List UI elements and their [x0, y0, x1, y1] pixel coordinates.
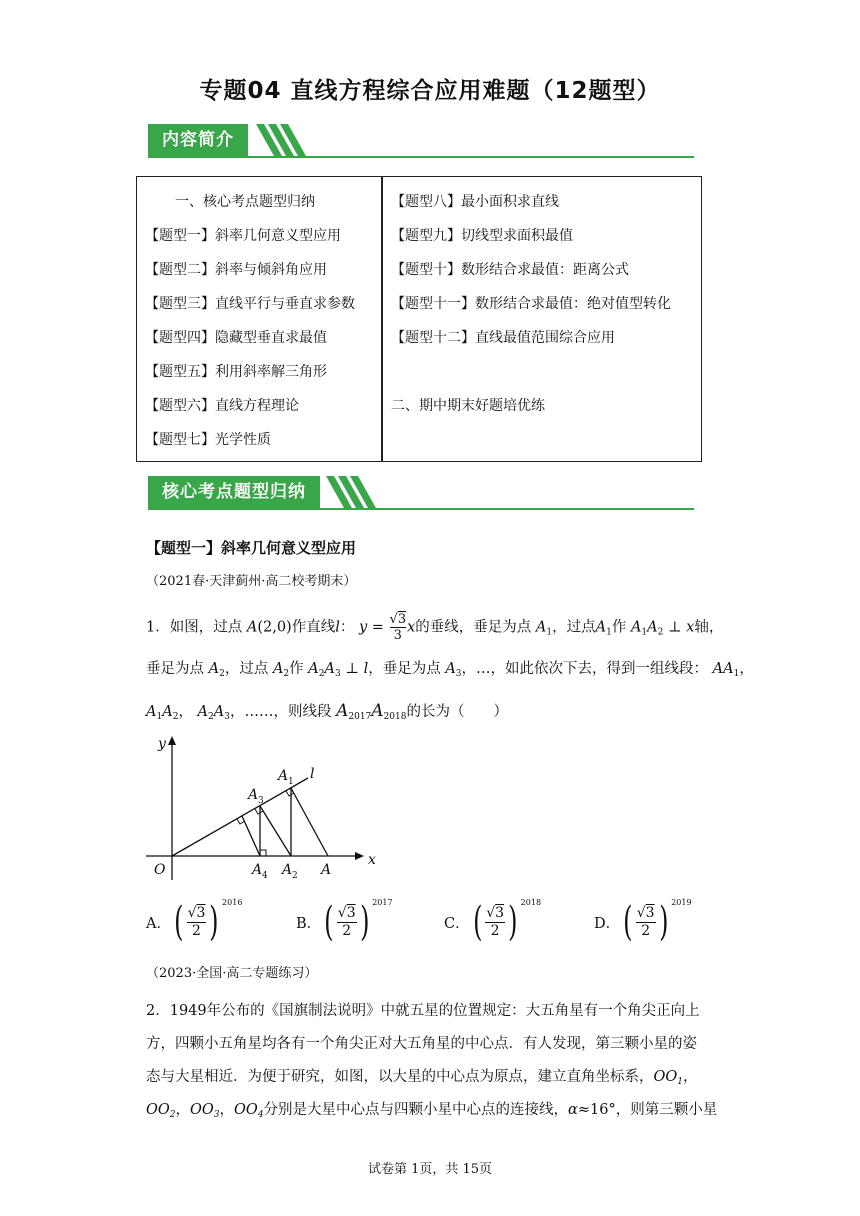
- toc-left-item: 【题型二】斜率与倾斜角应用: [145, 262, 327, 278]
- text: 的垂线，垂足为点: [415, 619, 532, 636]
- text: 作: [611, 619, 627, 636]
- question-1-figure: [140, 732, 380, 882]
- angle-symbol: α: [568, 1102, 578, 1118]
- subscript: 2017: [348, 712, 372, 722]
- line-label: l: [335, 619, 340, 636]
- left-paren: (: [623, 899, 633, 945]
- question-2-line-3: [146, 1068, 698, 1091]
- text: 作直线: [291, 619, 336, 636]
- toc-right-item: 【题型十一】数形结合求最值：绝对值型转化: [391, 296, 671, 312]
- subscript: 1: [546, 627, 553, 638]
- option-label: B．: [296, 915, 322, 932]
- text: 的长为（ ）: [406, 704, 508, 720]
- toc-right-item: 【题型十】数形结合求最值：距离公式: [391, 262, 629, 278]
- point-label: A: [712, 661, 724, 677]
- segment-label: OO: [653, 1069, 678, 1085]
- text: ，垂足为点: [368, 661, 441, 677]
- banner-intro-rule: [148, 156, 694, 158]
- text: ≈16°，则第三颗小星: [577, 1102, 718, 1118]
- numerator: √3: [337, 904, 356, 921]
- banner-stripes-icon: [326, 476, 376, 510]
- fig-label-y: y: [158, 736, 166, 752]
- left-paren: (: [324, 899, 334, 945]
- segment-label: OO: [190, 1102, 214, 1118]
- toc-left-item: 【题型六】直线方程理论: [145, 398, 299, 414]
- denominator: 2: [342, 922, 352, 939]
- subscript: 2: [169, 1110, 176, 1120]
- toc-right-item: 【题型九】切线型求面积最值: [391, 228, 573, 244]
- banner-core: [148, 476, 694, 516]
- point-label: A: [723, 661, 734, 677]
- text: ，: [178, 704, 193, 720]
- text: ，: [739, 661, 754, 677]
- question-2-line-1: 2．1949年公布的《国旗制法说明》中就五星的位置规定：大五角星有一个角尖正向上: [146, 1003, 700, 1019]
- text: ，…，如此依次下去，得到一组线段：: [461, 661, 709, 677]
- question-number: 1．: [146, 619, 170, 636]
- subscript: 2018: [383, 712, 407, 722]
- radicand: 3: [397, 612, 407, 627]
- point-label: A: [213, 704, 225, 720]
- subscript: 1: [733, 669, 740, 679]
- answer-option: [594, 896, 692, 948]
- text: ，: [175, 1102, 191, 1118]
- answer-option: [444, 896, 541, 948]
- right-angle-mark: [260, 850, 266, 856]
- toc-right-item: 【题型十二】直线最值范围综合应用: [391, 330, 615, 346]
- right-paren: ): [508, 899, 518, 945]
- numerator: √3: [636, 904, 655, 921]
- question-2-line-4: [146, 1101, 717, 1124]
- question-1-line-2: [146, 660, 754, 683]
- banner-core-label: 核心考点题型归纳: [148, 476, 320, 508]
- fig-sub: 1: [288, 777, 294, 787]
- toc-divider: [381, 177, 383, 461]
- point-label: A: [162, 704, 173, 720]
- section-heading: 【题型一】斜率几何意义型应用: [146, 539, 357, 557]
- subscript: 2: [219, 669, 225, 679]
- y-axis-arrow-icon: [168, 736, 176, 745]
- fig-label-l: l: [310, 766, 315, 782]
- point-label: A: [647, 619, 658, 636]
- radicand: 3: [346, 904, 356, 921]
- option-label: D．: [594, 915, 621, 932]
- text: 垂足为点: [146, 661, 204, 677]
- fig-label-A2: A: [282, 862, 293, 878]
- fraction-sqrt3-over-2: [636, 905, 656, 940]
- answer-option: [296, 896, 393, 948]
- toc-left-item: 【题型五】利用斜率解三角形: [145, 364, 327, 380]
- subscript: 2: [172, 712, 179, 722]
- exponent: 2018: [520, 898, 542, 907]
- subscript: 3: [213, 1110, 220, 1120]
- numerator: √3: [187, 904, 206, 921]
- point-label: A: [246, 619, 258, 636]
- fig-label-O: O: [154, 862, 166, 878]
- option-label: A．: [146, 915, 171, 932]
- banner-intro-label: 内容简介: [148, 124, 248, 156]
- segment-A2A3: [260, 806, 291, 856]
- subscript: 2: [208, 712, 214, 722]
- fig-label-A3: A: [248, 787, 259, 803]
- point-label: A: [595, 619, 607, 636]
- variable: x: [407, 619, 416, 636]
- question-source: （2021春·天津蓟州·高二校考期末）: [146, 574, 357, 589]
- point-label: A: [371, 701, 384, 721]
- text: 分别是大星中心点与四颗小星中心点的连接线，: [263, 1102, 569, 1118]
- fraction-sqrt3-over-3: $\frac{√3}{3}$: [389, 612, 407, 643]
- segment-label: OO: [234, 1102, 258, 1118]
- radicand: 3: [495, 904, 505, 921]
- toc-left-item: 【题型七】光学性质: [145, 432, 271, 448]
- text: 态与大星相近．为便于研究，如图，以大星的中心点为原点，建立直角坐标系，: [146, 1069, 654, 1085]
- fig-sub: 2: [292, 871, 298, 881]
- denominator: 2: [192, 922, 201, 939]
- fig-label-x: x: [368, 852, 376, 868]
- question-1-line-3: [146, 702, 508, 726]
- point-label: A: [336, 701, 349, 721]
- denominator: 2: [641, 922, 651, 939]
- point-label: A: [308, 661, 319, 677]
- left-paren: (: [174, 899, 184, 945]
- point-label: A: [197, 704, 209, 720]
- exponent: 2017: [372, 898, 393, 907]
- text: ，……，则线段: [229, 704, 332, 720]
- subscript: 3: [224, 712, 230, 722]
- question-1-line-1: [146, 612, 723, 643]
- point-label: A: [208, 661, 220, 677]
- question-source: （2023·全国·高二专题练习）: [146, 966, 318, 981]
- subscript: 1: [606, 627, 612, 638]
- line-l: [172, 778, 308, 856]
- segment-label: OO: [146, 1102, 170, 1118]
- subscript: 1: [641, 627, 648, 638]
- subscript: 2: [318, 669, 325, 679]
- point-label: A: [272, 661, 284, 677]
- exponent: 2019: [671, 898, 692, 907]
- left-paren: (: [472, 899, 483, 945]
- fraction-sqrt3-over-2: [337, 905, 357, 940]
- fig-label-A4: A: [252, 862, 263, 878]
- text: 如图，过点: [169, 619, 243, 636]
- numerator: √3: [486, 904, 505, 921]
- radicand: 3: [645, 904, 655, 921]
- text: 作: [289, 661, 304, 677]
- exponent: 2016: [222, 898, 243, 907]
- toc-table: [136, 176, 702, 462]
- page-footer: 试卷第 1页，共 15页: [367, 1162, 493, 1177]
- fig-sub: 3: [258, 796, 264, 806]
- point-label: A: [445, 661, 456, 677]
- subscript: 2: [657, 627, 664, 638]
- toc-left-item: 【题型一】斜率几何意义型应用: [145, 228, 341, 244]
- text: ，: [219, 1102, 235, 1118]
- subscript: 3: [455, 669, 462, 679]
- toc-left-item: 【题型四】隐藏型垂直求最值: [145, 330, 327, 346]
- fraction-sqrt3-over-2: [187, 905, 207, 940]
- text: ，过点: [552, 619, 596, 636]
- segment-AA1: [291, 788, 328, 856]
- subscript: 3: [334, 669, 341, 679]
- point-label: A: [630, 619, 642, 636]
- denominator: 3: [393, 628, 402, 643]
- text: 轴，: [694, 619, 724, 636]
- subscript: 4: [257, 1110, 264, 1120]
- text: ，过点: [224, 661, 269, 677]
- toc-left-item: 一、核心考点题型归纳: [175, 194, 315, 210]
- coords: (2,0): [257, 619, 292, 636]
- banner-core-rule: [148, 508, 694, 510]
- banner-stripes-icon: [256, 124, 306, 158]
- option-label: C．: [444, 915, 470, 932]
- x-axis-arrow-icon: [355, 852, 364, 860]
- banner-intro: [148, 124, 694, 164]
- question-2-line-2: 方，四颗小五角星均各有一个角尖正对大五角星的中心点．有人发现，第三颗小星的姿: [146, 1036, 697, 1052]
- right-paren: ): [209, 899, 219, 945]
- fraction-sqrt3-over-2: [485, 905, 505, 940]
- fig-label-A: A: [321, 862, 332, 878]
- equation-lhs: y =: [358, 619, 384, 636]
- right-paren: ): [359, 899, 370, 945]
- point-label: A: [146, 704, 157, 720]
- right-paren: ): [658, 899, 669, 945]
- line-label: l: [363, 661, 369, 677]
- variable: x: [686, 619, 695, 636]
- answer-option: [146, 896, 242, 948]
- perp-symbol: ⊥: [345, 661, 359, 677]
- point-label: A: [324, 661, 335, 677]
- denominator: 2: [490, 922, 500, 939]
- page-title: 专题04 直线方程综合应用难题（12题型）: [199, 78, 661, 104]
- point-label: A: [535, 619, 547, 636]
- text: ：: [339, 619, 355, 636]
- radicand: 3: [196, 904, 206, 921]
- subscript: 2: [283, 669, 290, 679]
- fig-sub: 4: [262, 871, 268, 881]
- toc-right-item: 【题型八】最小面积求直线: [391, 194, 559, 210]
- perp-symbol: ⊥: [667, 619, 682, 636]
- toc-left-item: 【题型三】直线平行与垂直求参数: [145, 296, 355, 312]
- subscript: 1: [156, 712, 163, 722]
- toc-right-item: 二、期中期末好题培优练: [391, 398, 545, 414]
- segment-A4-next: [242, 816, 260, 856]
- subscript: 1: [677, 1077, 684, 1087]
- fig-label-A1: A: [278, 768, 289, 784]
- text: ，: [683, 1069, 698, 1085]
